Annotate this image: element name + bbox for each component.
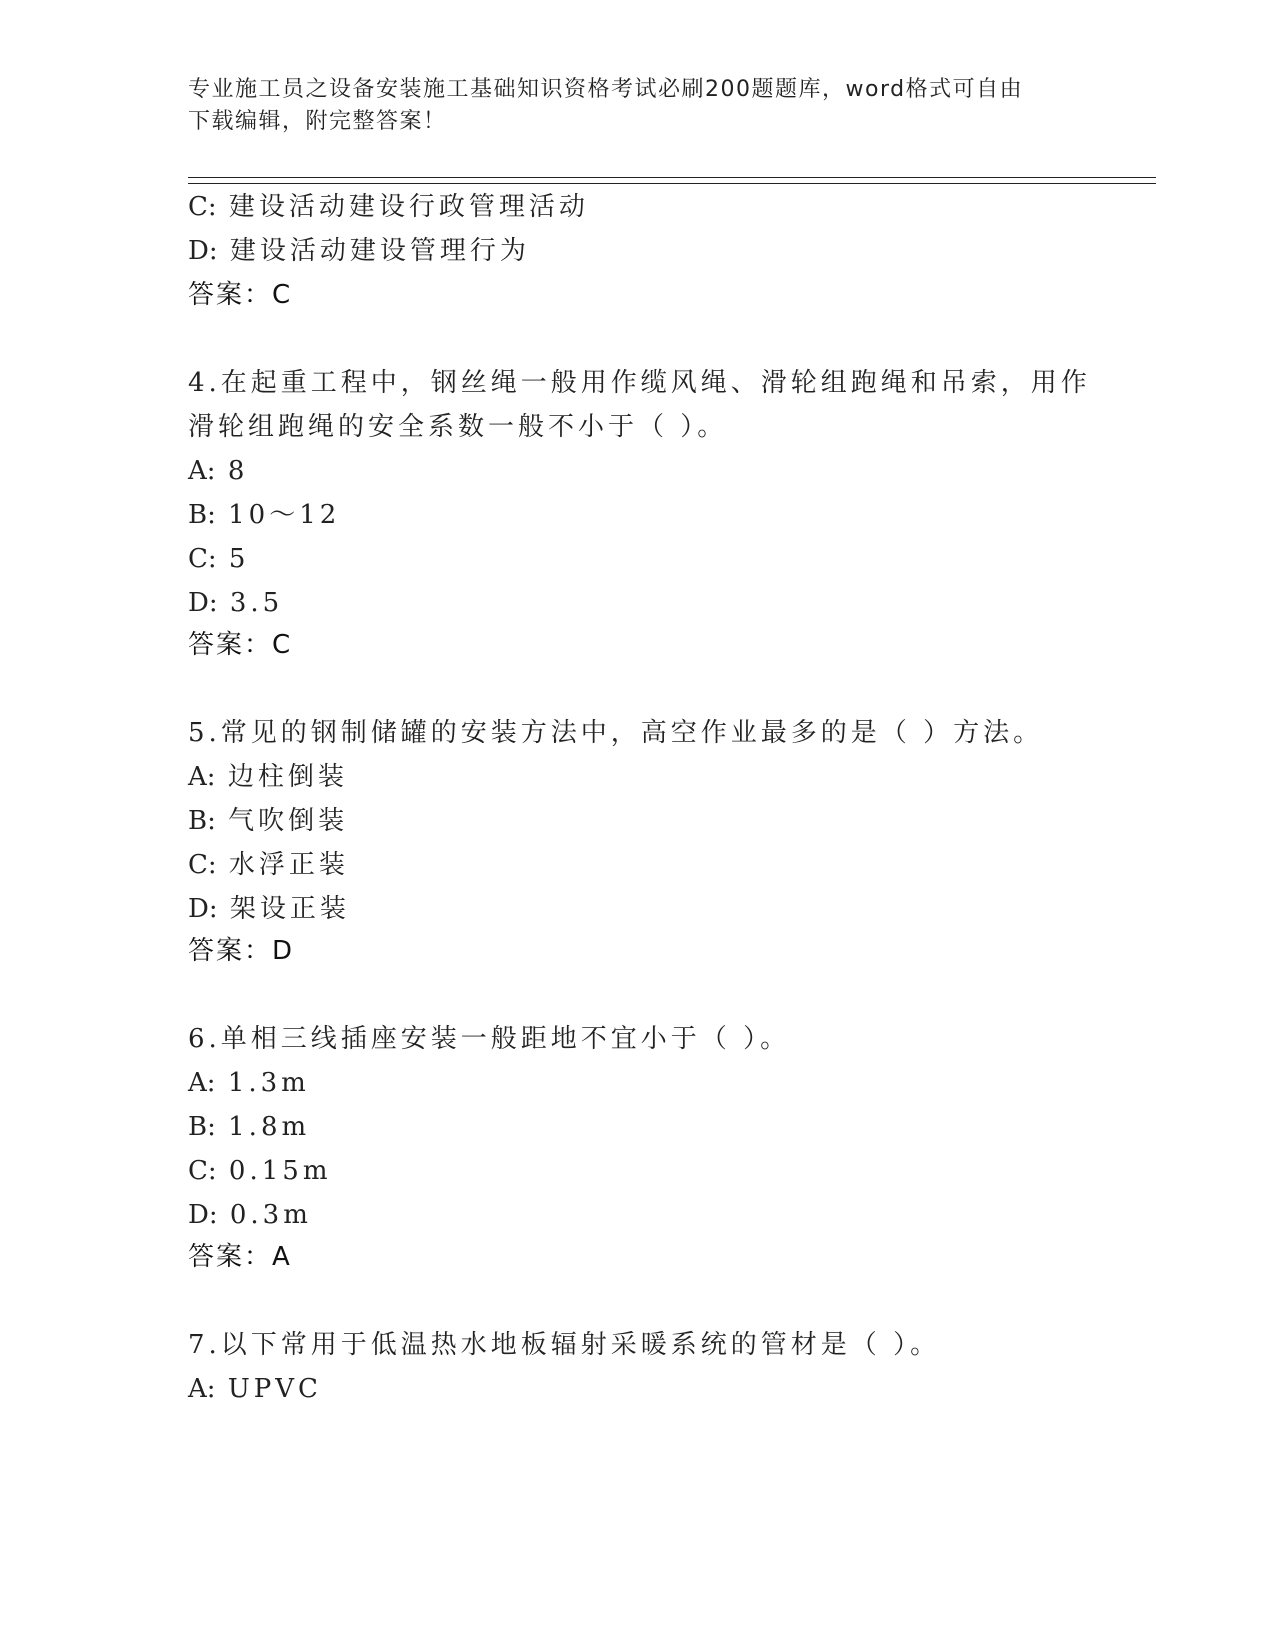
question-4-option-b: B: 10～12 (188, 500, 341, 530)
header-line-2: 下载编辑，附完整答案！ (188, 109, 447, 134)
question-4-answer: 答案：C (188, 630, 293, 660)
header-divider-top (188, 177, 1156, 178)
question-7-option-a: A: UPVC (188, 1374, 322, 1404)
prev-option-d: D: 建设活动建设管理行为 (188, 236, 530, 266)
question-6-option-b: B: 1.8m (188, 1112, 311, 1142)
prev-option-c: C: 建设活动建设行政管理活动 (188, 192, 589, 222)
header-line-1: 专业施工员之设备安装施工基础知识资格考试必刷200题题库，word格式可自由 (188, 77, 1024, 102)
question-4-stem-line-1: 4.在起重工程中，钢丝绳一般用作缆风绳、滑轮组跑绳和吊索，用作 (188, 368, 1091, 398)
question-4-option-a: A: 8 (188, 456, 249, 486)
question-4-stem-line-2: 滑轮组跑绳的安全系数一般不小于（ ）。 (188, 412, 728, 442)
question-6-option-a: A: 1.3m (188, 1068, 310, 1098)
question-4-option-c: C: 5 (188, 544, 250, 574)
prev-answer: 答案：C (188, 280, 293, 310)
question-5-option-a: A: 边柱倒装 (188, 762, 348, 792)
document-header (188, 74, 1078, 138)
question-5-stem: 5.常见的钢制储罐的安装方法中，高空作业最多的是（ ）方法。 (188, 718, 1044, 748)
question-6-answer: 答案：A (188, 1242, 292, 1272)
question-6-stem: 6.单相三线插座安装一般距地不宜小于（ ）。 (188, 1024, 791, 1054)
question-4-option-d: D: 3.5 (188, 588, 284, 618)
header-divider-bottom (188, 183, 1156, 184)
question-5-answer: 答案：D (188, 936, 295, 966)
question-5-option-c: C: 水浮正装 (188, 850, 349, 880)
question-6-option-c: C: 0.15m (188, 1156, 332, 1186)
question-5-option-b: B: 气吹倒装 (188, 806, 349, 836)
question-5-option-d: D: 架设正装 (188, 894, 350, 924)
question-6-option-d: D: 0.3m (188, 1200, 312, 1230)
question-7-stem: 7.以下常用于低温热水地板辐射采暖系统的管材是（ ）。 (188, 1330, 941, 1360)
